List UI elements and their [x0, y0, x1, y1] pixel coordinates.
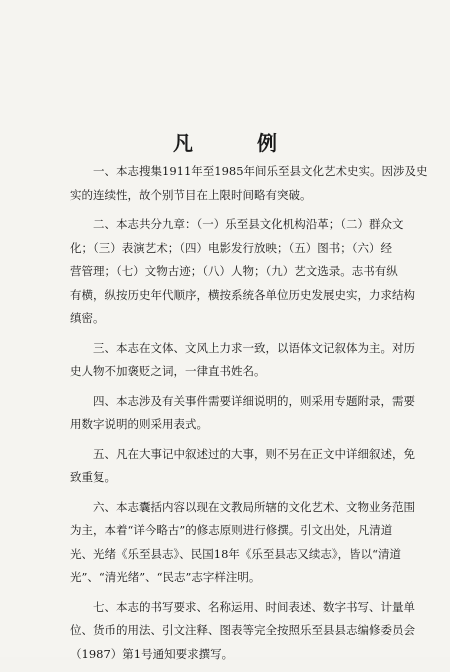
paragraph-line: 致重复。: [70, 470, 116, 484]
paragraph-line: 史人物不加褒贬之词，一律直书姓名。: [70, 364, 266, 378]
paragraph-line: 实的连续性，故个别节目在上限时间略有突破。: [70, 187, 312, 202]
paragraph-1: [47, 160, 428, 207]
paragraph-3: [47, 337, 415, 384]
paragraph-line: （1987）第1号通知要求撰写。: [70, 646, 234, 661]
paragraph-line: 四、本志涉及有关事件需要详细说明的，则采用专题附录，需要: [93, 393, 415, 408]
paragraph-6: [47, 496, 415, 590]
paragraph-line: 六、本志囊括内容以现在文教局所辖的文化艺术、文物业务范围: [93, 499, 415, 514]
paragraph-5: [47, 443, 415, 490]
paragraph-line: 光”、“清光绪”、“民志”志字样注明。: [70, 570, 261, 584]
paragraph-line: 七、本志的书写要求、名称运用、时间表述、数字书写、计量单: [93, 599, 415, 614]
paragraph-line: 一、本志搜集1911年至1985年间乐至县文化艺术史实。因涉及史: [93, 164, 428, 178]
preface-content: [47, 160, 428, 672]
paragraph-2: [47, 213, 415, 331]
paragraph-line: 光、光绪《乐至县志》、民国18年《乐至县志又续志》，皆以“清道: [70, 546, 402, 561]
paragraph-line: 用数字说明的则采用表式。: [70, 417, 208, 431]
paragraph-7: [47, 596, 415, 667]
paragraph-line: 缜密。: [70, 311, 105, 325]
paragraph-line: 营管理；（七）文物古迹；（八）人物；（九）艺文选录。志书有纵: [70, 264, 398, 278]
paragraph-line: 有横，纵按历史年代顺序，横按系统各单位历史发展史实，力求结构: [70, 287, 415, 302]
paragraph-line: 三、本志在文体、文风上力求一致，以语体文记叙体为主。对历: [93, 340, 415, 355]
paragraph-4: [47, 390, 415, 437]
paragraph-line: 化；（三）表演艺术；（四）电影发行放映；（五）图书；（六）经: [70, 240, 392, 255]
paragraph-line: 二、本志共分九章：（一）乐至县文化机构沿革；（二）群众文: [93, 217, 404, 231]
page-title: 凡 例: [173, 131, 299, 155]
paragraph-line: 五、凡在大事记中叙述过的大事，则不另在正文中详细叙述，免: [93, 446, 415, 461]
paragraph-line: 位、货币的用法、引文注释、图表等完全按照乐至县县志编修委员会: [70, 623, 415, 637]
paragraph-line: 为主，本着“详今略古”的修志原则进行修撰。引文出处，凡清道: [70, 523, 393, 537]
